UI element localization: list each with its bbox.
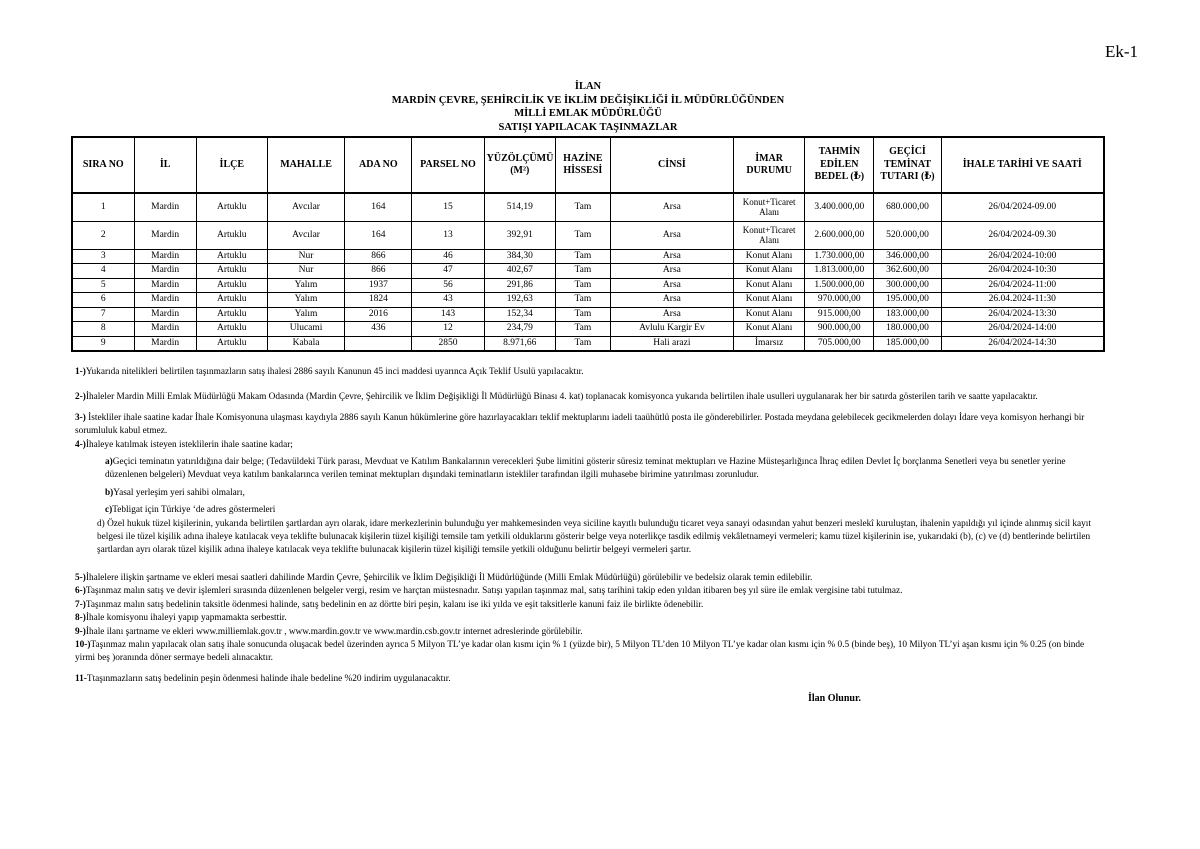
cell-mahalle: Avcılar — [267, 193, 344, 221]
cell-yuzolcumu: 8.971,66 — [484, 336, 555, 351]
cell-il: Mardin — [134, 307, 196, 322]
cell-tahmini-bedel: 1.730.000,00 — [805, 249, 874, 264]
column-header: GEÇİCİ TEMİNAT TUTARI (₺) — [874, 137, 941, 193]
cell-gecici-teminat: 520.000,00 — [874, 221, 941, 249]
cell-hazine-hissesi: Tam — [555, 336, 610, 351]
cell-parsel-no: 13 — [412, 221, 484, 249]
cell-cinsi: Hali arazi — [610, 336, 733, 351]
cell-ada-no: 1824 — [345, 293, 412, 308]
cell-parsel-no: 15 — [412, 193, 484, 221]
cell-mahalle: Nur — [267, 264, 344, 279]
cell-gecici-teminat: 300.000,00 — [874, 278, 941, 293]
note-8: 8-)İhale komisyonu ihaleyi yapıp yapmamakta serbesttir. — [75, 613, 287, 624]
cell-hazine-hissesi: Tam — [555, 307, 610, 322]
cell-parsel-no: 47 — [412, 264, 484, 279]
cell-sira-no: 7 — [72, 307, 134, 322]
column-header: İMAR DURUMU — [733, 137, 804, 193]
cell-tahmini-bedel: 1.813.000,00 — [805, 264, 874, 279]
column-header: İHALE TARİHİ VE SAATİ — [941, 137, 1104, 193]
cell-parsel-no: 56 — [412, 278, 484, 293]
cell-hazine-hissesi: Tam — [555, 322, 610, 337]
cell-sira-no: 2 — [72, 221, 134, 249]
cell-imar-durumu: Konut Alanı — [733, 249, 804, 264]
cell-parsel-no: 12 — [412, 322, 484, 337]
cell-tahmini-bedel: 1.500.000,00 — [805, 278, 874, 293]
cell-mahalle: Yalım — [267, 278, 344, 293]
cell-tahmini-bedel: 900.000,00 — [805, 322, 874, 337]
cell-imar-durumu: Konut+Ticaret Alanı — [733, 193, 804, 221]
cell-ilce: Artuklu — [196, 193, 267, 221]
cell-cinsi: Arsa — [610, 221, 733, 249]
cell-sira-no: 9 — [72, 336, 134, 351]
note-6: 6-)Taşınmaz malın satış ve devir işlemleri sırasında düzenlenen belgeler vergi, resim ve harçtan müstesnadır. Satışı yapılan taşınmaz mal, satış tarihini takip eden yıldan itibaren beş yıl süre ile emlak vergisine tabi tutulmaz. — [75, 586, 903, 597]
cell-hazine-hissesi: Tam — [555, 249, 610, 264]
column-header: İL — [134, 137, 196, 193]
cell-hazine-hissesi: Tam — [555, 264, 610, 279]
cell-yuzolcumu: 291,86 — [484, 278, 555, 293]
cell-ihale-tarihi: 26/04/2024-11:00 — [941, 278, 1104, 293]
cell-il: Mardin — [134, 336, 196, 351]
cell-ihale-tarihi: 26/04/2024-13:30 — [941, 307, 1104, 322]
cell-sira-no: 5 — [72, 278, 134, 293]
cell-il: Mardin — [134, 249, 196, 264]
cell-il: Mardin — [134, 278, 196, 293]
table-header-row — [72, 137, 1104, 193]
cell-ilce: Artuklu — [196, 322, 267, 337]
cell-tahmini-bedel: 2.600.000,00 — [805, 221, 874, 249]
cell-il: Mardin — [134, 193, 196, 221]
cell-ada-no: 2016 — [345, 307, 412, 322]
closing-signature: İlan Olunur. — [808, 693, 861, 704]
cell-yuzolcumu: 384,30 — [484, 249, 555, 264]
cell-parsel-no: 143 — [412, 307, 484, 322]
cell-ilce: Artuklu — [196, 293, 267, 308]
cell-ihale-tarihi: 26.04.2024-11:30 — [941, 293, 1104, 308]
announcement-header — [0, 80, 1176, 134]
cell-ihale-tarihi: 26/04/2024-09.30 — [941, 221, 1104, 249]
note-7: 7-)Taşınmaz malın satış bedelinin taksitle ödenmesi halinde, satış bedelinin en az dörtte biri peşin, kalanı ise iki yılda ve eşit taksitlerle kanuni faiz ile birlikte ödenebilir. — [75, 599, 704, 610]
cell-cinsi: Arsa — [610, 193, 733, 221]
cell-gecici-teminat: 195.000,00 — [874, 293, 941, 308]
cell-mahalle: Yalım — [267, 307, 344, 322]
cell-sira-no: 6 — [72, 293, 134, 308]
cell-ada-no: 866 — [345, 249, 412, 264]
cell-gecici-teminat: 180.000,00 — [874, 322, 941, 337]
header-department: MİLLİ EMLAK MÜDÜRLÜĞÜ — [514, 108, 662, 119]
cell-gecici-teminat: 680.000,00 — [874, 193, 941, 221]
cell-ilce: Artuklu — [196, 264, 267, 279]
column-header: CİNSİ — [610, 137, 733, 193]
note-9: 9-)İhale ilanı şartname ve ekleri www.milliemlak.gov.tr , www.mardin.gov.tr ve www.mardin.csb.gov.tr internet adreslerinde görülebilir. — [75, 626, 583, 637]
cell-imar-durumu: İmarsız — [733, 336, 804, 351]
table-body — [72, 193, 1104, 351]
cell-gecici-teminat: 183.000,00 — [874, 307, 941, 322]
note-11: 11-Ttaşınmazların satış bedelinin peşin ödenmesi halinde ihale bedeline %20 indirim uygulanacaktır. — [75, 673, 451, 684]
table-row — [72, 307, 1104, 322]
cell-yuzolcumu: 234,79 — [484, 322, 555, 337]
cell-ada-no: 164 — [345, 221, 412, 249]
cell-ihale-tarihi: 26/04/2024-14:00 — [941, 322, 1104, 337]
cell-imar-durumu: Konut Alanı — [733, 293, 804, 308]
cell-cinsi: Arsa — [610, 293, 733, 308]
cell-cinsi: Arsa — [610, 249, 733, 264]
cell-parsel-no: 2850 — [412, 336, 484, 351]
cell-parsel-no: 43 — [412, 293, 484, 308]
cell-ilce: Artuklu — [196, 336, 267, 351]
cell-parsel-no: 46 — [412, 249, 484, 264]
conditions-section — [75, 366, 1105, 686]
header-authority: MARDİN ÇEVRE, ŞEHİRCİLİK VE İKLİM DEĞİŞİKLİĞİ İL MÜDÜRLÜĞÜNDEN — [391, 94, 785, 106]
cell-ihale-tarihi: 26/04/2024-09.00 — [941, 193, 1104, 221]
cell-yuzolcumu: 152,34 — [484, 307, 555, 322]
cell-ilce: Artuklu — [196, 221, 267, 249]
note-10: 10-)Taşınmaz malın yapılacak olan satış ihale sonucunda oluşacak bedel üzerinden ayrıca 5 Milyon TL’ye kadar olan kısmı için % 1 (yüzde bir), 5 Milyon TL’den 10 Milyon TL’ye kadar olan kısmı için % 0.5 (binde beş), 10 Milyon TL’yi aşan kısmı için % 0.25 (on binde yirmi beş )oranında döner sermaye bedeli alınacaktır. — [75, 639, 1085, 664]
cell-hazine-hissesi: Tam — [555, 221, 610, 249]
column-header: SIRA NO — [72, 137, 134, 193]
cell-cinsi: Arsa — [610, 307, 733, 322]
header-subject: SATIŞI YAPILACAK TAŞINMAZLAR — [498, 121, 678, 133]
property-table — [71, 136, 1105, 352]
table-row — [72, 322, 1104, 337]
cell-sira-no: 8 — [72, 322, 134, 337]
cell-yuzolcumu: 392,91 — [484, 221, 555, 249]
table-row — [72, 221, 1104, 249]
note-4: 4-)İhaleye katılmak isteyen isteklilerin ihale saatine kadar; — [75, 439, 293, 450]
column-header: PARSEL NO — [412, 137, 484, 193]
cell-yuzolcumu: 514,19 — [484, 193, 555, 221]
table-row — [72, 278, 1104, 293]
column-header: HAZİNE HİSSESİ — [555, 137, 610, 193]
cell-sira-no: 1 — [72, 193, 134, 221]
table-row — [72, 336, 1104, 351]
note-4b: b)Yasal yerleşim yeri sahibi olmaları, — [105, 487, 245, 498]
column-header: İLÇE — [196, 137, 267, 193]
cell-gecici-teminat: 185.000,00 — [874, 336, 941, 351]
note-4a: a)Geçici teminatın yatırıldığına dair belge; (Tedavüldeki Türk parası, Mevduat ve Katılım Bankalarının verecekleri Şube limitini gösterir süresiz teminat mektupları ve Hazine Müsteşarlığınca İhraç edilen Devlet İç borçlanma Senetleri veya bu senetler yerine düzenlenen belgeleri) Mevduat veya katılım bankalarınca verilen teminat mektupları dışındaki teminatların istekliler tarafından ilgili muhasebe birimine yatırılması zorunludur. — [105, 457, 1066, 481]
table-row — [72, 264, 1104, 279]
cell-yuzolcumu: 402,67 — [484, 264, 555, 279]
cell-mahalle: Avcılar — [267, 221, 344, 249]
cell-cinsi: Arsa — [610, 264, 733, 279]
cell-imar-durumu: Konut Alanı — [733, 264, 804, 279]
cell-tahmini-bedel: 3.400.000,00 — [805, 193, 874, 221]
cell-mahalle: Kabala — [267, 336, 344, 351]
cell-il: Mardin — [134, 293, 196, 308]
cell-ilce: Artuklu — [196, 249, 267, 264]
cell-imar-durumu: Konut Alanı — [733, 307, 804, 322]
cell-yuzolcumu: 192,63 — [484, 293, 555, 308]
cell-hazine-hissesi: Tam — [555, 293, 610, 308]
column-header: TAHMİN EDİLEN BEDEL (₺) — [805, 137, 874, 193]
note-2: 2-)İhaleler Mardin Milli Emlak Müdürlüğü Makam Odasında (Mardin Çevre, Şehircilik ve İklim Değişikliği İl Müdürlüğü Binası 4. kat) toplanacak komisyonca yukarıda belirtilen ihale usulleri uygulanarak her bir satırda gösterilen tarih ve saatte yapılacaktır. — [75, 392, 1038, 403]
cell-il: Mardin — [134, 264, 196, 279]
attachment-label: Ek-1 — [1104, 42, 1138, 61]
column-header: ADA NO — [345, 137, 412, 193]
cell-sira-no: 3 — [72, 249, 134, 264]
cell-ada-no: 866 — [345, 264, 412, 279]
cell-gecici-teminat: 346.000,00 — [874, 249, 941, 264]
cell-il: Mardin — [134, 322, 196, 337]
note-1: 1-)Yukarıda nitelikleri belirtilen taşınmazların satış ihalesi 2886 sayılı Kanunun 45 inci maddesi uyarınca Açık Teklif Usulü yapılacaktır. — [75, 367, 584, 377]
cell-mahalle: Ulucami — [267, 322, 344, 337]
cell-imar-durumu: Konut Alanı — [733, 322, 804, 337]
cell-imar-durumu: Konut+Ticaret Alanı — [733, 221, 804, 249]
cell-ada-no — [345, 336, 412, 351]
note-4d: d) Özel hukuk tüzel kişilerinin, yukarıda belirtilen şartlardan ayrı olarak, idare merkezlerinin bulunduğu yer mahkemesinden veya siciline kayıtlı bulunduğu ticaret veya sanayi odasından yahut benzeri meslekî kuruluştan, ihalenin yapıldığı yıl içinde alınmış sicil kayıt belgesi ile tüzel kişilik adına ihaleye katılacak veya teklifte bulunacak kişilerin tüzel kişiliği temsile tam yetkili olduklarını gösterir belge veya noterlikçe tasdik edilmiş vekâletnameyi vermeleri; kamu tüzel kişilerinin ise, yukarıdaki (b), (c) ve (d) bentlerinde belirtilen şartlardan ayrı olarak tüzel kişilik adına ihaleye katılacak veya teklifte bulunacak kişilerin tüzel kişiliği temsile yetkili olduğunu belirtir belgeyi vermeleri şartır. — [97, 518, 1091, 556]
table-row — [72, 193, 1104, 221]
cell-gecici-teminat: 362.600,00 — [874, 264, 941, 279]
cell-ada-no: 436 — [345, 322, 412, 337]
header-title: İLAN — [574, 81, 602, 92]
cell-ada-no: 1937 — [345, 278, 412, 293]
cell-ihale-tarihi: 26/04/2024-10:30 — [941, 264, 1104, 279]
note-3: 3-) İstekliler ihale saatine kadar İhale Komisyonuna ulaşması kaydıyla 2886 sayılı Kanun hükümlerine göre hazırlayacakları teklif mektuplarını iadeli taaühütlü posta ile gönderebilirler. Postada meydana gelebilecek gecikmelerden dolayı İdare veya komisyon herhangi bir sorumluluk kabul etmez. — [75, 412, 1085, 437]
cell-ilce: Artuklu — [196, 307, 267, 322]
cell-sira-no: 4 — [72, 264, 134, 279]
table-row — [72, 249, 1104, 264]
note-4c: c)Tebligat için Türkiye ‘de adres göstermeleri — [105, 505, 276, 516]
cell-hazine-hissesi: Tam — [555, 193, 610, 221]
cell-ihale-tarihi: 26/04/2024-10:00 — [941, 249, 1104, 264]
column-header: MAHALLE — [267, 137, 344, 193]
cell-ilce: Artuklu — [196, 278, 267, 293]
cell-cinsi: Arsa — [610, 278, 733, 293]
column-header: YÜZÖLÇÜMÜ (M²) — [484, 137, 555, 193]
cell-tahmini-bedel: 705.000,00 — [805, 336, 874, 351]
cell-tahmini-bedel: 970.000,00 — [805, 293, 874, 308]
cell-cinsi: Avlulu Kargir Ev — [610, 322, 733, 337]
cell-hazine-hissesi: Tam — [555, 278, 610, 293]
cell-tahmini-bedel: 915.000,00 — [805, 307, 874, 322]
cell-mahalle: Nur — [267, 249, 344, 264]
cell-il: Mardin — [134, 221, 196, 249]
cell-mahalle: Yalım — [267, 293, 344, 308]
cell-imar-durumu: Konut Alanı — [733, 278, 804, 293]
table-row — [72, 293, 1104, 308]
cell-ihale-tarihi: 26/04/2024-14:30 — [941, 336, 1104, 351]
note-5: 5-)İhalelere ilişkin şartname ve ekleri mesai saatleri dahilinde Mardin Çevre, Şehircilik ve İklim Değişikliği İl Müdürlüğünde (Milli Emlak Müdürlüğü) görülebilir ve bedelsiz olarak temin edilebilir. — [75, 572, 813, 583]
cell-ada-no: 164 — [345, 193, 412, 221]
